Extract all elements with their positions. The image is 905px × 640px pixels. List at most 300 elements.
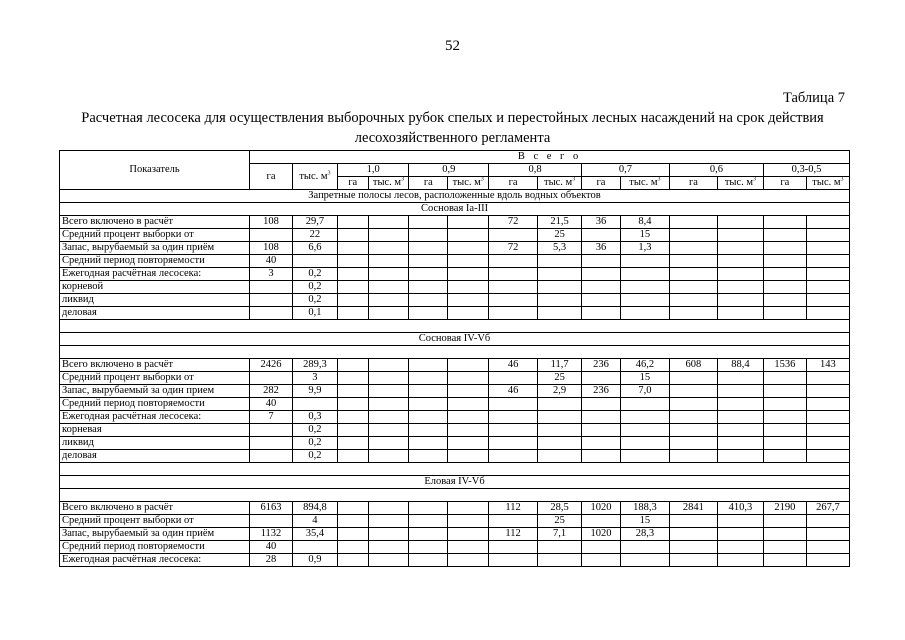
table-cell: 8,4 xyxy=(620,216,669,229)
table-cell: 112 xyxy=(489,502,538,515)
table-cell xyxy=(368,450,409,463)
table-cell xyxy=(448,372,489,385)
table-cell xyxy=(337,424,368,437)
table-cell xyxy=(717,385,763,398)
table-cell xyxy=(620,268,669,281)
table-cell: 236 xyxy=(582,385,621,398)
table-cell xyxy=(448,294,489,307)
table-cell xyxy=(337,281,368,294)
table-cell xyxy=(763,242,806,255)
table-cell xyxy=(337,307,368,320)
table-cell: 0,9 xyxy=(292,554,337,567)
table-cell xyxy=(409,515,448,528)
table-cell xyxy=(368,424,409,437)
table-cell xyxy=(409,385,448,398)
table-cell xyxy=(368,229,409,242)
table-cell xyxy=(409,307,448,320)
table-cell: 0,2 xyxy=(292,424,337,437)
table-cell: 25 xyxy=(538,229,582,242)
table-cell: 22 xyxy=(292,229,337,242)
table-cell xyxy=(806,554,849,567)
table-cell xyxy=(763,515,806,528)
table-cell xyxy=(669,450,717,463)
table-cell xyxy=(717,398,763,411)
row-label: Средний процент выборки от xyxy=(60,515,250,528)
table-cell xyxy=(669,554,717,567)
table-cell xyxy=(582,372,621,385)
row-label: Ежегодная расчётная лесосека: xyxy=(60,554,250,567)
table-row xyxy=(60,411,850,424)
header-total: В с е г о xyxy=(250,151,850,164)
table-cell: 21,5 xyxy=(538,216,582,229)
table-cell xyxy=(337,372,368,385)
row-label: ликвид xyxy=(60,437,250,450)
subheader-ha: га xyxy=(489,177,538,190)
table-cell xyxy=(448,502,489,515)
table-cell xyxy=(409,554,448,567)
table-cell xyxy=(250,307,293,320)
table-row xyxy=(60,528,850,541)
table-row xyxy=(60,515,850,528)
table-cell xyxy=(409,424,448,437)
row-label: Всего включено в расчёт xyxy=(60,359,250,372)
table-cell xyxy=(669,229,717,242)
table-cell xyxy=(489,281,538,294)
table-cell xyxy=(489,398,538,411)
table-cell: 88,4 xyxy=(717,359,763,372)
table-cell xyxy=(368,437,409,450)
table-cell xyxy=(763,424,806,437)
table-cell xyxy=(489,229,538,242)
table-cell xyxy=(717,450,763,463)
table-cell xyxy=(337,398,368,411)
table-cell xyxy=(368,294,409,307)
table-cell xyxy=(448,281,489,294)
table-row xyxy=(60,255,850,268)
table-cell xyxy=(250,450,293,463)
table-row xyxy=(60,229,850,242)
table-cell xyxy=(489,307,538,320)
table-cell: 40 xyxy=(250,255,293,268)
table-cell xyxy=(669,294,717,307)
section-title: Сосновая Iа-III xyxy=(60,203,850,216)
table-cell xyxy=(409,398,448,411)
table-cell: 2190 xyxy=(763,502,806,515)
table-cell: 2841 xyxy=(669,502,717,515)
table-cell xyxy=(582,424,621,437)
table-cell: 1020 xyxy=(582,528,621,541)
table-cell xyxy=(763,528,806,541)
table-cell xyxy=(409,502,448,515)
table-cell xyxy=(717,424,763,437)
table-cell xyxy=(337,528,368,541)
table-cell xyxy=(717,515,763,528)
table-cell xyxy=(337,255,368,268)
table-cell xyxy=(717,255,763,268)
table-cell xyxy=(717,541,763,554)
table-cell: 15 xyxy=(620,229,669,242)
table-cell xyxy=(582,268,621,281)
table-cell xyxy=(806,411,849,424)
table-cell xyxy=(409,216,448,229)
table-row xyxy=(60,450,850,463)
table-cell: 36 xyxy=(582,242,621,255)
table-cell xyxy=(806,294,849,307)
table-cell: 267,7 xyxy=(806,502,849,515)
table-cell: 236 xyxy=(582,359,621,372)
table-cell xyxy=(717,437,763,450)
table-cell xyxy=(448,450,489,463)
spacer-row xyxy=(60,320,850,333)
row-label: Ежегодная расчётная лесосека: xyxy=(60,268,250,281)
table-cell: 5,3 xyxy=(538,242,582,255)
table-cell xyxy=(538,281,582,294)
table-row xyxy=(60,424,850,437)
table-cell: 894,8 xyxy=(292,502,337,515)
table-row xyxy=(60,385,850,398)
table-cell: 6,6 xyxy=(292,242,337,255)
table-cell: 282 xyxy=(250,385,293,398)
table-row xyxy=(60,294,850,307)
table-cell xyxy=(337,385,368,398)
table-cell xyxy=(448,515,489,528)
table-cell xyxy=(763,385,806,398)
table-cell xyxy=(717,294,763,307)
table-row xyxy=(60,359,850,372)
table-cell xyxy=(489,554,538,567)
table-cell xyxy=(620,255,669,268)
table-row xyxy=(60,398,850,411)
table-cell xyxy=(368,554,409,567)
table-cell xyxy=(620,424,669,437)
table-cell: 0,1 xyxy=(292,307,337,320)
table-row xyxy=(60,541,850,554)
table-cell xyxy=(409,229,448,242)
table-cell xyxy=(337,229,368,242)
table-cell xyxy=(489,294,538,307)
table-cell xyxy=(763,216,806,229)
table-cell xyxy=(620,281,669,294)
table-row xyxy=(60,281,850,294)
table-row xyxy=(60,242,850,255)
table-cell xyxy=(669,281,717,294)
table-cell xyxy=(250,372,293,385)
table-cell xyxy=(368,515,409,528)
table-cell xyxy=(448,229,489,242)
table-cell xyxy=(806,398,849,411)
table-cell xyxy=(763,281,806,294)
table-cell xyxy=(806,242,849,255)
table-cell xyxy=(582,294,621,307)
table-cell: 0,2 xyxy=(292,294,337,307)
table-cell: 1020 xyxy=(582,502,621,515)
table-cell xyxy=(582,515,621,528)
table-cell xyxy=(409,281,448,294)
table-cell xyxy=(763,541,806,554)
table-cell xyxy=(368,541,409,554)
table-cell xyxy=(620,411,669,424)
table-cell: 108 xyxy=(250,216,293,229)
table-cell: 29,7 xyxy=(292,216,337,229)
table-cell xyxy=(409,450,448,463)
table-cell xyxy=(669,541,717,554)
table-cell xyxy=(763,372,806,385)
title-line-2: лесохозяйственного регламента xyxy=(354,130,551,146)
table-cell xyxy=(763,307,806,320)
table-row xyxy=(60,554,850,567)
table-label: Таблица 7 xyxy=(782,90,845,106)
table-cell xyxy=(368,216,409,229)
table-cell xyxy=(409,437,448,450)
table-cell xyxy=(806,229,849,242)
row-label: Средний период повторяемости xyxy=(60,398,250,411)
table-cell xyxy=(409,294,448,307)
row-label: корневая xyxy=(60,424,250,437)
row-label: Средний процент выборки от xyxy=(60,229,250,242)
table-cell: 6163 xyxy=(250,502,293,515)
row-label: Запас, вырубаемый за один прием xyxy=(60,385,250,398)
table-cell xyxy=(806,307,849,320)
header-group: 0,9 xyxy=(409,164,489,177)
table-cell xyxy=(337,450,368,463)
table-cell xyxy=(806,385,849,398)
table-cell xyxy=(368,268,409,281)
table-cell: 1132 xyxy=(250,528,293,541)
table-cell xyxy=(409,359,448,372)
table-cell xyxy=(448,411,489,424)
table-cell xyxy=(582,255,621,268)
table-cell xyxy=(337,242,368,255)
table-cell xyxy=(538,450,582,463)
subheader-thous-m3: тыс. $м^3$ xyxy=(717,177,763,190)
table-cell xyxy=(538,294,582,307)
table-cell xyxy=(806,450,849,463)
table-row xyxy=(60,502,850,515)
table-cell: 1536 xyxy=(763,359,806,372)
table-cell xyxy=(806,372,849,385)
table-cell xyxy=(337,515,368,528)
table-cell xyxy=(763,437,806,450)
table-cell xyxy=(669,372,717,385)
table-cell: 28,3 xyxy=(620,528,669,541)
table-cell xyxy=(717,528,763,541)
table-cell: 40 xyxy=(250,398,293,411)
table-cell xyxy=(538,424,582,437)
table-cell xyxy=(538,411,582,424)
table-cell xyxy=(717,372,763,385)
table-cell: 28,5 xyxy=(538,502,582,515)
table-cell xyxy=(620,437,669,450)
section-title: Сосновая IV-Vб xyxy=(60,333,850,346)
table-cell xyxy=(489,411,538,424)
table-cell: 0,2 xyxy=(292,281,337,294)
table-cell xyxy=(582,450,621,463)
subheader-ha: га xyxy=(669,177,717,190)
table-cell xyxy=(448,398,489,411)
table-cell xyxy=(806,515,849,528)
table-cell xyxy=(806,424,849,437)
table-cell: 608 xyxy=(669,359,717,372)
table-cell xyxy=(620,307,669,320)
table-cell xyxy=(806,541,849,554)
table-cell xyxy=(368,359,409,372)
table-cell xyxy=(806,255,849,268)
table-cell xyxy=(669,268,717,281)
header-ha: га xyxy=(250,164,293,190)
table-cell: 46,2 xyxy=(620,359,669,372)
row-label: Ежегодная расчётная лесосека: xyxy=(60,411,250,424)
table-cell xyxy=(717,216,763,229)
spacer-row xyxy=(60,463,850,476)
header-indicator: Показатель xyxy=(60,151,250,190)
table-cell xyxy=(489,372,538,385)
table-cell xyxy=(409,268,448,281)
table-cell xyxy=(717,281,763,294)
table-cell xyxy=(368,528,409,541)
table-cell xyxy=(250,294,293,307)
table-cell xyxy=(368,307,409,320)
table-cell: 143 xyxy=(806,359,849,372)
table-cell: 35,4 xyxy=(292,528,337,541)
table-cell xyxy=(582,554,621,567)
section-caption: Запретные полосы лесов, расположенные вдоль водных объектов xyxy=(60,190,850,203)
table-cell xyxy=(538,255,582,268)
table-cell xyxy=(582,541,621,554)
table-row xyxy=(60,372,850,385)
table-cell: 15 xyxy=(620,372,669,385)
table-cell xyxy=(763,229,806,242)
table-cell xyxy=(806,268,849,281)
table-cell: 1,3 xyxy=(620,242,669,255)
table-cell xyxy=(368,255,409,268)
table-cell xyxy=(538,541,582,554)
table-cell xyxy=(337,541,368,554)
table-cell: 7,0 xyxy=(620,385,669,398)
table-cell xyxy=(806,216,849,229)
table-cell xyxy=(763,411,806,424)
table-cell xyxy=(409,541,448,554)
table-cell: 0,2 xyxy=(292,268,337,281)
table-cell xyxy=(538,437,582,450)
table-cell xyxy=(448,554,489,567)
row-label: Средний период повторяемости xyxy=(60,541,250,554)
table-cell: 0,2 xyxy=(292,450,337,463)
table-cell xyxy=(250,437,293,450)
table-cell xyxy=(337,554,368,567)
table-cell xyxy=(538,268,582,281)
header-group: 0,3-0,5 xyxy=(763,164,849,177)
table-cell: 40 xyxy=(250,541,293,554)
table-cell xyxy=(337,437,368,450)
table-cell: 25 xyxy=(538,372,582,385)
header-group: 0,8 xyxy=(489,164,582,177)
table-cell xyxy=(337,268,368,281)
section-title: Еловая IV-Vб xyxy=(60,476,850,489)
table-cell: 28 xyxy=(250,554,293,567)
table-cell xyxy=(337,294,368,307)
table-cell: 4 xyxy=(292,515,337,528)
table-cell: 3 xyxy=(292,372,337,385)
table-cell: 188,3 xyxy=(620,502,669,515)
table-cell xyxy=(489,515,538,528)
row-label: Всего включено в расчёт xyxy=(60,216,250,229)
page-number: 52 xyxy=(445,38,460,54)
table-cell xyxy=(368,398,409,411)
table-cell xyxy=(368,281,409,294)
table-cell xyxy=(582,398,621,411)
table-cell xyxy=(620,294,669,307)
table-cell xyxy=(448,528,489,541)
table-cell xyxy=(806,528,849,541)
cutting-area-table xyxy=(59,150,850,567)
table-cell xyxy=(368,242,409,255)
subheader-ha: га xyxy=(582,177,621,190)
header-group: 0,7 xyxy=(582,164,670,177)
table-cell: 9,9 xyxy=(292,385,337,398)
table-cell xyxy=(669,398,717,411)
table-cell xyxy=(250,515,293,528)
table-cell xyxy=(448,268,489,281)
table-cell xyxy=(448,359,489,372)
table-cell xyxy=(669,424,717,437)
table-cell xyxy=(669,216,717,229)
table-cell xyxy=(337,216,368,229)
table-cell xyxy=(763,255,806,268)
header-group: 0,6 xyxy=(669,164,763,177)
table-cell: 15 xyxy=(620,515,669,528)
table-cell xyxy=(582,229,621,242)
table-cell xyxy=(582,411,621,424)
table-cell: 112 xyxy=(489,528,538,541)
table-cell xyxy=(448,424,489,437)
row-label: Средний процент выборки от xyxy=(60,372,250,385)
table-cell xyxy=(489,255,538,268)
table-row xyxy=(60,307,850,320)
table-cell xyxy=(292,255,337,268)
table-cell xyxy=(409,528,448,541)
row-label: деловая xyxy=(60,450,250,463)
spacer-row xyxy=(60,489,850,502)
table-cell xyxy=(717,229,763,242)
table-cell xyxy=(717,242,763,255)
table-cell xyxy=(669,528,717,541)
table-cell xyxy=(763,268,806,281)
table-title xyxy=(40,108,865,148)
table-cell xyxy=(717,268,763,281)
subheader-thous-m3: тыс. $м^3$ xyxy=(448,177,489,190)
table-cell xyxy=(582,437,621,450)
table-cell: 0,3 xyxy=(292,411,337,424)
table-cell: 2426 xyxy=(250,359,293,372)
table-cell: 7 xyxy=(250,411,293,424)
table-cell: 11,7 xyxy=(538,359,582,372)
table-cell xyxy=(337,502,368,515)
table-cell xyxy=(763,398,806,411)
table-cell xyxy=(409,411,448,424)
table-cell xyxy=(669,411,717,424)
table-cell xyxy=(409,242,448,255)
table-cell: 289,3 xyxy=(292,359,337,372)
table-cell xyxy=(669,437,717,450)
table-cell: 46 xyxy=(489,359,538,372)
subheader-thous-m3: тыс. $м^3$ xyxy=(806,177,849,190)
table-cell xyxy=(368,372,409,385)
table-cell xyxy=(448,437,489,450)
table-cell xyxy=(669,385,717,398)
table-cell xyxy=(620,398,669,411)
table-cell xyxy=(489,541,538,554)
table-row xyxy=(60,268,850,281)
